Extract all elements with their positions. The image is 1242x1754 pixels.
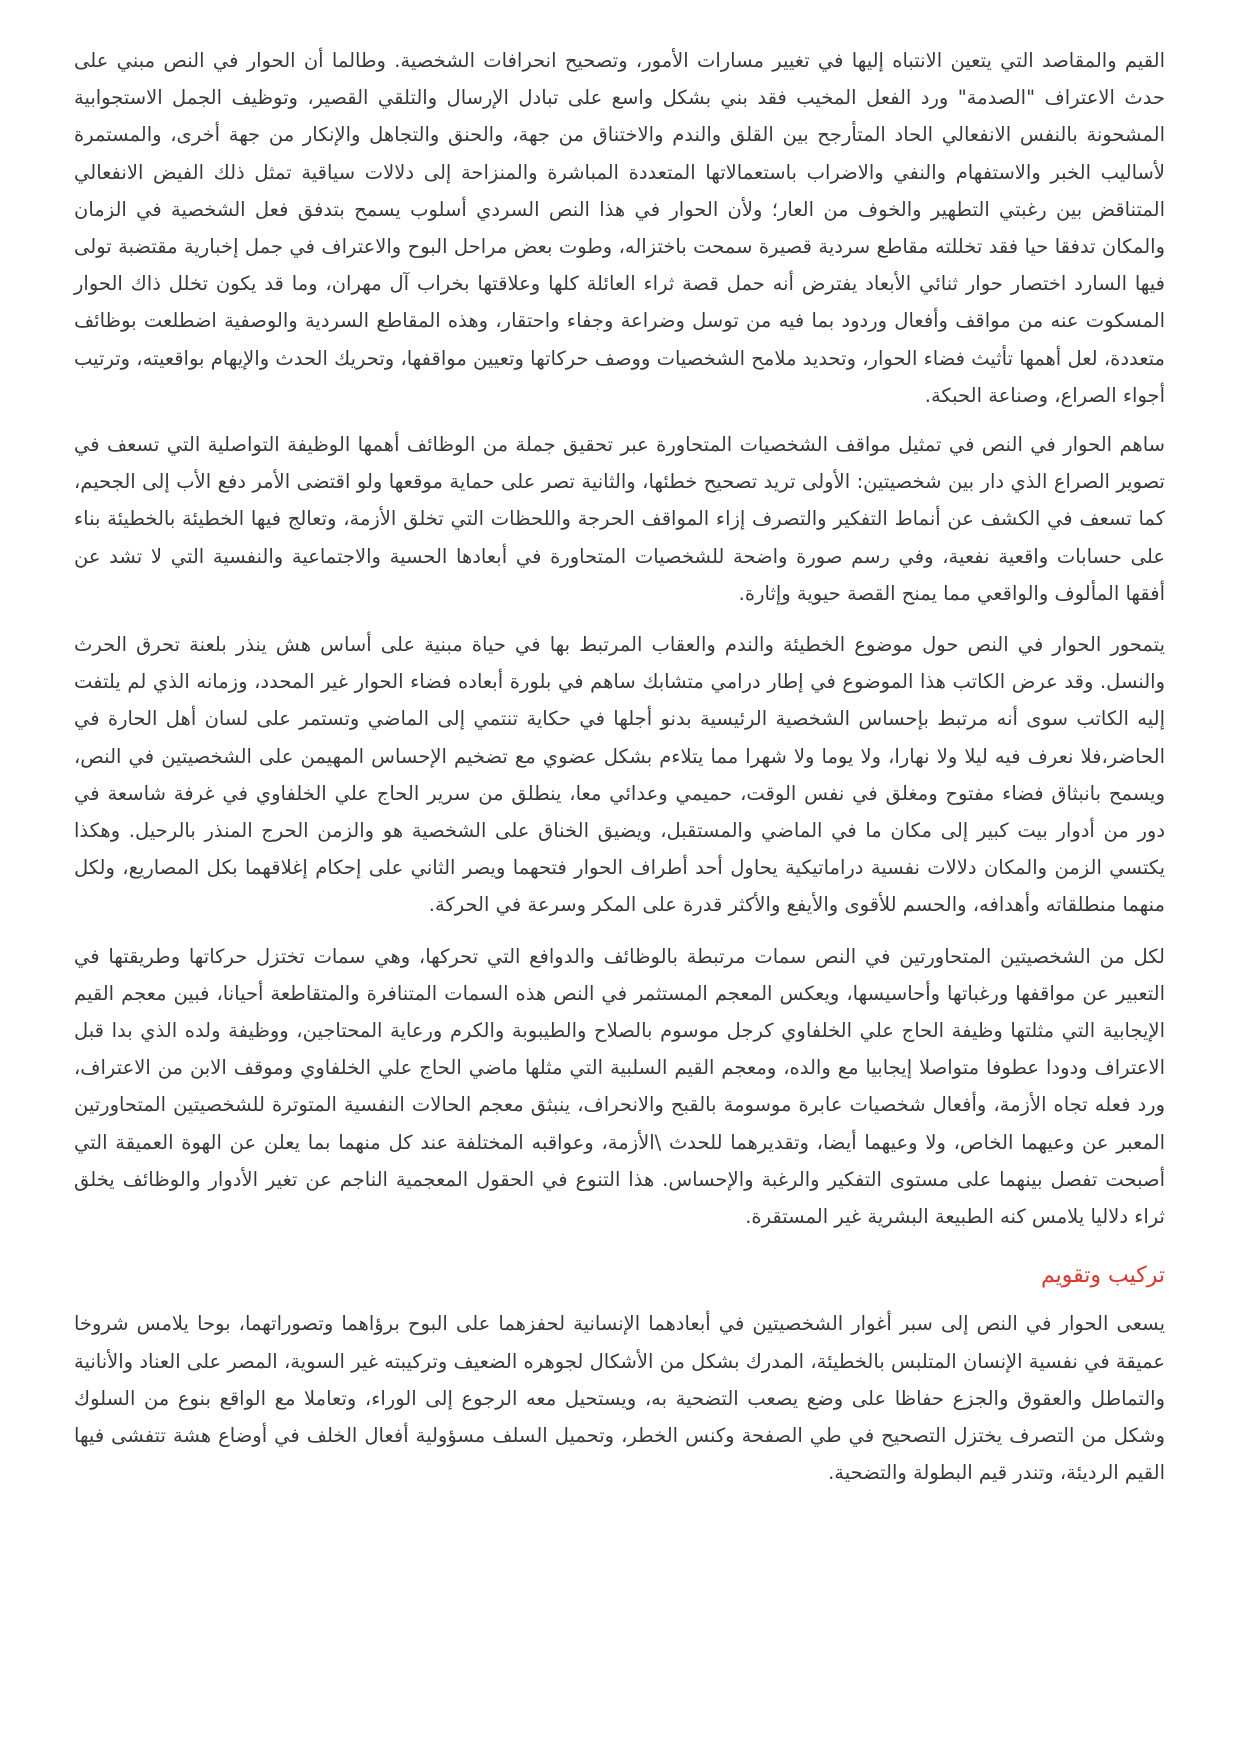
paragraph-dialogue-structure: القيم والمقاصد التي يتعين الانتباه إليها في تغيير مسارات الأمور، وتصحيح انحرافات الشخصية. وطالما أن الحوار في النص مبني على حدث الاعتراف "الصدمة" ورد الفعل المخيب فقد بني بشكل واسع على تبادل الإرسال والتلقي القصير، وتوظيف الجمل الاستجوابية المشحونة بالنفس الانفعالي الحاد المتأرجح بين القلق والندم والاختناق من جهة، والحنق والتجاهل والإنكار من جهة أخرى، والمستمرة لأساليب الخبر والاستفهام والنفي والاضراب باستعمالاتها المتعددة المباشرة والمنزاحة إلى دلالات سياقية تمثل ذلك الفيض الانفعالي المتناقض بين رغبتي التطهير والخوف من العار؛ ولأن الحوار في هذا النص السردي أسلوب يسمح بتدفق فعل الشخصية في الزمان والمكان تدفقا حيا فقد تخللته مقاطع سردية قصيرة سمحت باختزاله، وطوت بعض مراحل البوح والاعتراف في جمل إخبارية مقتضبة تولى فيها السارد اختصار حوار ثنائي الأبعاد يفترض أنه حمل قصة ثراء العائلة كلها وعلاقتها بخراب آل مهران، وما قد يكون تخلل ذاك الحوار المسكوت عنه من مواقف وأفعال وردود بما فيه من توسل وضراعة وجفاء واحتقار، وهذه المقاطع السردية والوصفية اضطلعت بوظائف متعددة، لعل أهمها تأثيث فضاء الحوار، وتحديد ملامح الشخصيات ووصف حركاتها وتعيين مواقفها، وتحريك الحدث والإيهام بواقعيته، وترتيب أجواء الصراع، وصناعة الحبكة.: [74, 49, 1165, 407]
article-body: [74, 42, 1165, 1491]
paragraph-time-and-space: يتمحور الحوار في النص حول موضوع الخطيئة والندم والعقاب المرتبط بها في حياة مبنية على أساس هش ينذر بلعنة تحرق الحرث والنسل. وقد عرض الكاتب هذا الموضوع في إطار درامي متشابك ساهم في بلورة أبعاده فضاء الحوار غير المحدد، وزمانه الذي لم يلتفت إليه الكاتب سوى أنه مرتبط بإحساس الشخصية الرئيسية بدنو أجلها في حكاية تنتمي إلى الماضي وتستمر على لسان أهل الحارة في الحاضر،فلا نعرف فيه ليلا ولا نهارا، ولا يوما ولا شهرا مما يتلاءم بشكل عضوي مع تضخيم الإحساس المهيمن على الشخصيتين في النص، ويسمح بانبثاق فضاء مفتوح ومغلق في نفس الوقت، حميمي وعدائي معا، ينطلق من سرير الحاج علي الخلفاوي في غرفة شاسعة في دور من أدوار بيت كبير إلى مكان ما في الماضي والمستقبل، ويضيق الخناق على الشخصية هو والزمن الحرج المنذر بالرحيل. وهكذا يكتسي الزمن والمكان دلالات نفسية دراماتيكية يحاول أحد أطراف الحوار فتحهما ويصر الثاني على إحكام إغلاقهما بكل المصاريع، ولكل منهما منطلقاته وأهدافه، والحسم للأقوى والأيفع والأكثر قدرة على المكر وسرعة في الحركة.: [74, 633, 1165, 917]
paragraph-dialogue-functions: ساهم الحوار في النص في تمثيل مواقف الشخصيات المتحاورة عبر تحقيق جملة من الوظائف أهمها الوظيفة التواصلية التي تسعف في تصوير الصراع الذي دار بين شخصيتين: الأولى تريد تصحيح خطئها، والثانية تصر على حماية موقعها ولو اقتضى الأمر دفع الأب إلى الجحيم، كما تسعف في الكشف عن أنماط التفكير والتصرف إزاء المواقف الحرجة واللحظات التي تخلق الأزمة، وتعالج فيها الخطيئة بالخطيئة بناء على حسابات واقعية نفعية، وفي رسم صورة واضحة للشخصيات المتحاورة في أبعادها الحسية والاجتماعية والنفسية التي لا تشد عن أفقها المألوف والواقعي مما يمنح القصة حيوية وإثارة.: [74, 433, 1165, 605]
paragraph-synthesis: يسعى الحوار في النص إلى سبر أغوار الشخصيتين في أبعادهما الإنسانية لحفزهما على البوح برؤاهما وتصوراتهما، بوحا يلامس شروخا عميقة في نفسية الإنسان المتلبس بالخطيئة، المدرك بشكل من الأشكال لجوهره الضعيف وتركيبته غير السوية، المصر على العناد والأنانية والتماطل والعقوق والجزع حفاظا على وضع يصعب التضحية به، ويستحيل معه الرجوع إلى الوراء، وتعاملا مع الواقع بنوع من السلوك وشكل من التصرف يختزل التصحيح في طي الصفحة وكنس الخطر، وتحميل السلف مسؤولية أفعال الخلف في أوضاع هشة تتفشى فيها القيم الرديئة، وتندر قيم البطولة والتضحية.: [74, 1312, 1165, 1485]
paragraph-character-traits: لكل من الشخصيتين المتحاورتين في النص سمات مرتبطة بالوظائف والدوافع التي تحركها، وهي سمات تختزل حركاتها وطريقتها في التعبير عن مواقفها ورغباتها وأحاسيسها، ويعكس المعجم المستثمر في النص هذه السمات المتنافرة والمتقاطعة أحيانا، فبين معجم القيم الإيجابية التي مثلتها وظيفة الحاج علي الخلفاوي كرجل موسوم بالصلاح والطيبوبة والكرم ورعاية المحتاجين، ووظيفة ولده الذي بدا قبل الاعتراف ودودا عطوفا متواصلا إيجابيا مع والده، ومعجم القيم السلبية التي مثلها ماضي الحاج علي الخلفاوي وموقف الابن من الاعتراف، ورد فعله تجاه الأزمة، وأفعال شخصيات عابرة موسومة بالقبح والانحراف، ينبثق معجم الحالات النفسية المتوترة للشخصيتين المتحاورتين المعبر عن وعيهما الخاص، ولا وعيهما أيضا، وتقديرهما للحدث \الأزمة، وعواقبه المختلفة عند كل منهما بما يعلن عن الهوة العميقة التي أصبحت تفصل بينهما على مستوى التفكير والرغبة والإحساس. هذا التنوع في الحقول المعجمية الناجم عن تغير الأدوار والوظائف يخلق ثراء دلاليا يلامس كنه الطبيعة البشرية غير المستقرة.: [74, 944, 1165, 1229]
section-heading-synthesis: تركيب وتقويم: [1041, 1263, 1165, 1289]
